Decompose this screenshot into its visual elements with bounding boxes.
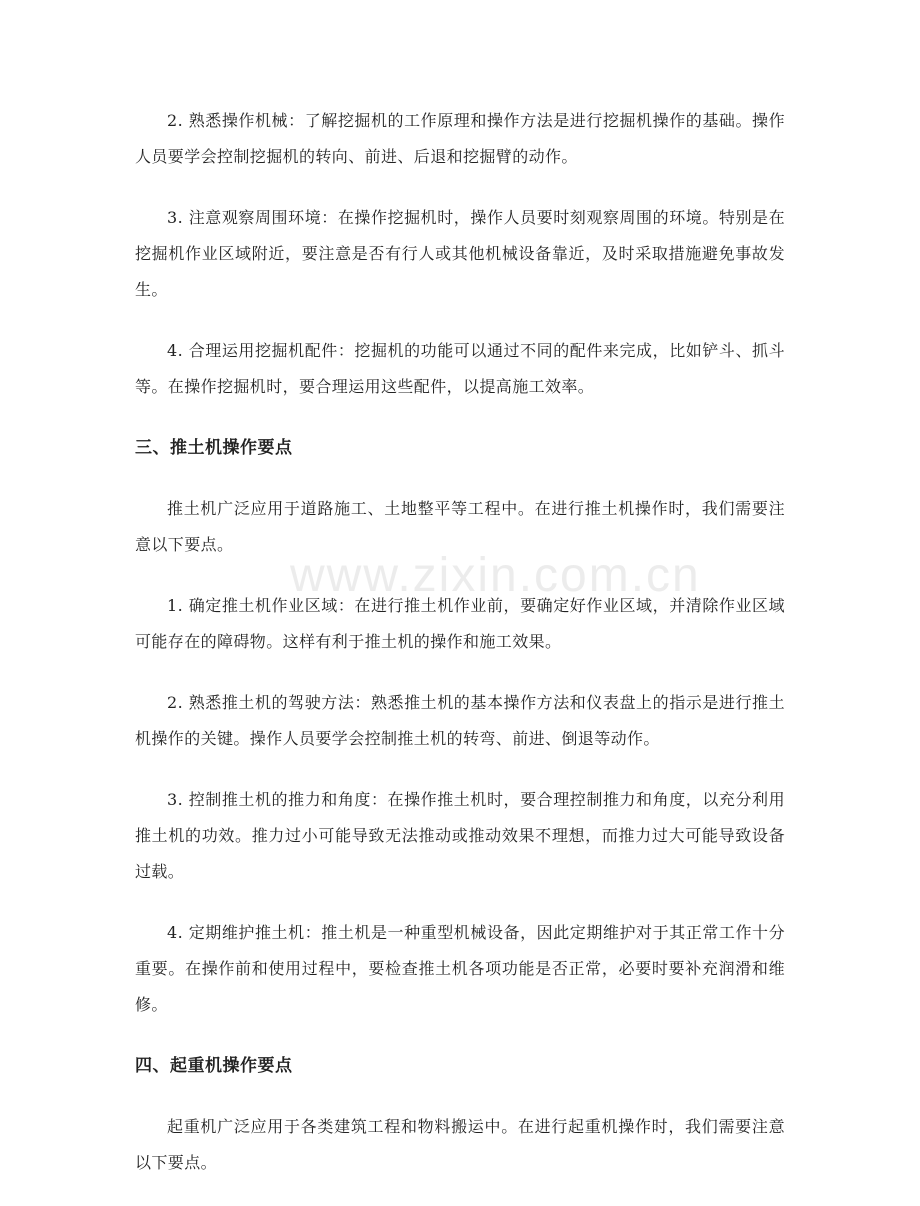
paragraph-bulldozer-point-4: 4. 定期维护推土机：推土机是一种重型机械设备，因此定期维护对于其正常工作十分重要。在操作前和使用过程中，要检查推土机各项功能是否正常，必要时要补充润滑和维修。 (135, 923, 785, 1014)
paragraph-excavator-point-2: 2. 熟悉操作机械：了解挖掘机的工作原理和操作方法是进行挖掘机操作的基础。操作人员要学会控制挖掘机的转向、前进、后退和挖掘臂的动作。 (135, 111, 785, 166)
document-body (135, 103, 785, 1206)
paragraph-bulldozer-point-1: 1. 确定推土机作业区域：在进行推土机作业前，要确定好作业区域，并清除作业区域可能存在的障碍物。这样有利于推土机的操作和施工效果。 (135, 596, 785, 651)
section-heading-bulldozer: 三、推土机操作要点 (135, 438, 293, 458)
paragraph-bulldozer-point-2: 2. 熟悉推土机的驾驶方法：熟悉推土机的基本操作方法和仪表盘上的指示是进行推土机操作的关键。操作人员要学会控制推土机的转弯、前进、倒退等动作。 (135, 693, 785, 748)
watermark: www.zixin.com.cn (290, 549, 701, 602)
section-heading-crane: 四、起重机操作要点 (135, 1056, 293, 1076)
paragraph-excavator-point-4: 4. 合理运用挖掘机配件：挖掘机的功能可以通过不同的配件来完成，比如铲斗、抓斗等。在操作挖掘机时，要合理运用这些配件，以提高施工效率。 (135, 341, 785, 396)
paragraph-crane-intro: 起重机广泛应用于各类建筑工程和物料搬运中。在进行起重机操作时，我们需要注意以下要点。 (135, 1117, 785, 1172)
paragraph-bulldozer-point-3: 3. 控制推土机的推力和角度：在操作推土机时，要合理控制推力和角度，以充分利用推土机的功效。推力过小可能导致无法推动或推动效果不理想，而推力过大可能导致设备过载。 (135, 790, 785, 881)
paragraph-bulldozer-intro: 推土机广泛应用于道路施工、土地整平等工程中。在进行推土机操作时，我们需要注意以下要点。 (135, 499, 785, 554)
paragraph-excavator-point-3: 3. 注意观察周围环境：在操作挖掘机时，操作人员要时刻观察周围的环境。特别是在挖掘机作业区域附近，要注意是否有行人或其他机械设备靠近，及时采取措施避免事故发生。 (135, 208, 785, 299)
